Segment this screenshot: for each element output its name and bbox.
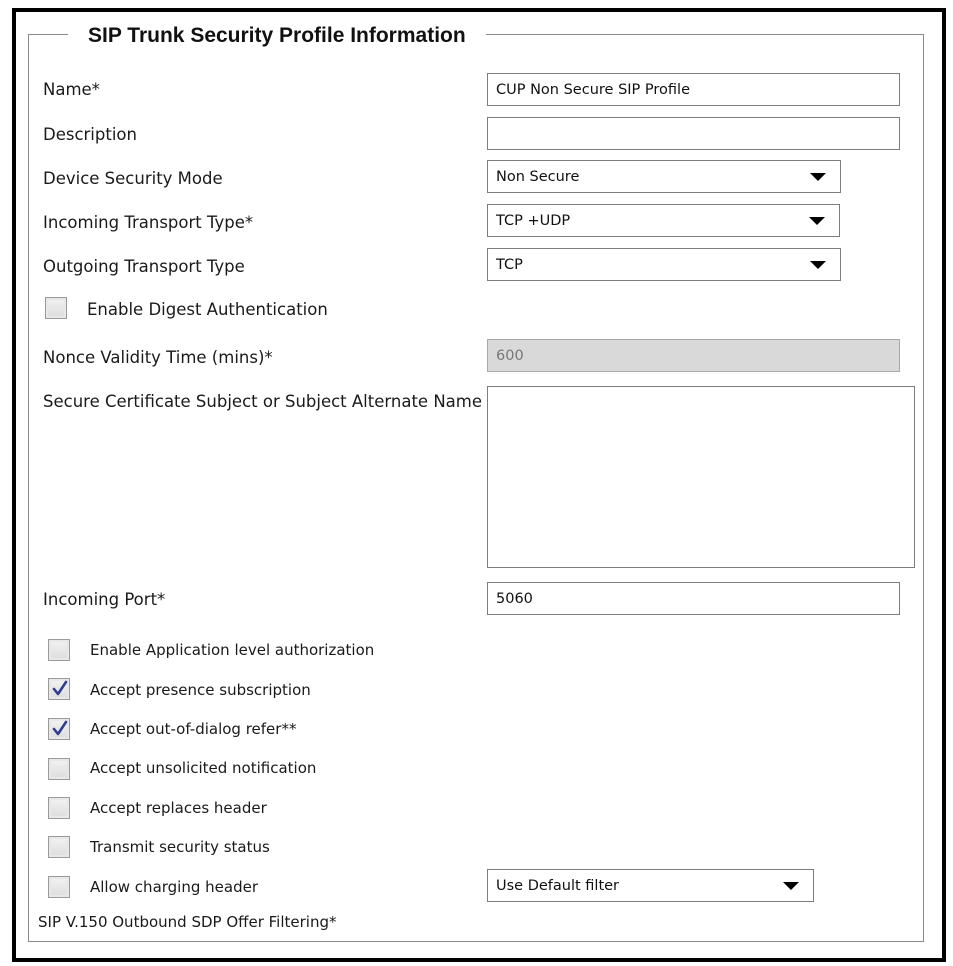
app-level-auth-checkbox[interactable] — [48, 639, 70, 661]
app-level-auth-label: Enable Application level authorization — [90, 641, 375, 659]
accept-replaces-label: Accept replaces header — [90, 799, 267, 817]
secure-cert-textarea[interactable] — [487, 386, 915, 568]
device-security-mode-value: Non Secure — [496, 168, 580, 185]
incoming-port-label: Incoming Port* — [43, 590, 166, 609]
checkmark-icon — [50, 679, 70, 699]
allow-charging-checkbox[interactable] — [48, 876, 70, 898]
accept-unsolicited-checkbox[interactable] — [48, 758, 70, 780]
chevron-down-icon — [783, 882, 799, 890]
name-input[interactable]: CUP Non Secure SIP Profile — [487, 73, 900, 106]
sdp-filter-value: Use Default filter — [496, 877, 620, 894]
accept-ood-refer-checkbox[interactable] — [48, 718, 70, 740]
chevron-down-icon — [810, 261, 826, 269]
secure-cert-label: Secure Certificate Subject or Subject Alternate Name — [43, 392, 482, 411]
accept-presence-checkbox[interactable] — [48, 678, 70, 700]
accept-presence-label: Accept presence subscription — [90, 681, 311, 699]
device-security-mode-select[interactable] — [487, 160, 841, 193]
section-title: SIP Trunk Security Profile Information — [68, 22, 486, 50]
accept-replaces-checkbox[interactable] — [48, 797, 70, 819]
enable-digest-checkbox[interactable] — [45, 297, 67, 319]
outgoing-transport-label: Outgoing Transport Type — [43, 257, 245, 276]
transmit-security-label: Transmit security status — [90, 838, 270, 856]
enable-digest-label: Enable Digest Authentication — [87, 300, 328, 319]
nonce-validity-input: 600 — [487, 339, 900, 372]
outgoing-transport-select[interactable] — [487, 248, 841, 281]
incoming-transport-label: Incoming Transport Type* — [43, 213, 254, 232]
incoming-port-input[interactable]: 5060 — [487, 582, 900, 615]
chevron-down-icon — [810, 173, 826, 181]
incoming-transport-value: TCP +UDP — [496, 212, 571, 229]
nonce-validity-label: Nonce Validity Time (mins)* — [43, 348, 273, 367]
sdp-filter-label: SIP V.150 Outbound SDP Offer Filtering* — [38, 913, 337, 931]
description-label: Description — [43, 125, 137, 144]
device-security-mode-label: Device Security Mode — [43, 169, 223, 188]
transmit-security-checkbox[interactable] — [48, 836, 70, 858]
description-input[interactable] — [487, 117, 900, 150]
chevron-down-icon — [809, 217, 825, 225]
accept-ood-refer-label: Accept out-of-dialog refer** — [90, 720, 297, 738]
incoming-transport-select[interactable] — [487, 204, 840, 237]
checkmark-icon — [50, 719, 70, 739]
sdp-filter-select[interactable] — [487, 869, 814, 902]
allow-charging-label: Allow charging header — [90, 878, 258, 896]
outgoing-transport-value: TCP — [496, 256, 523, 273]
name-label: Name* — [43, 80, 100, 99]
accept-unsolicited-label: Accept unsolicited notification — [90, 759, 317, 777]
